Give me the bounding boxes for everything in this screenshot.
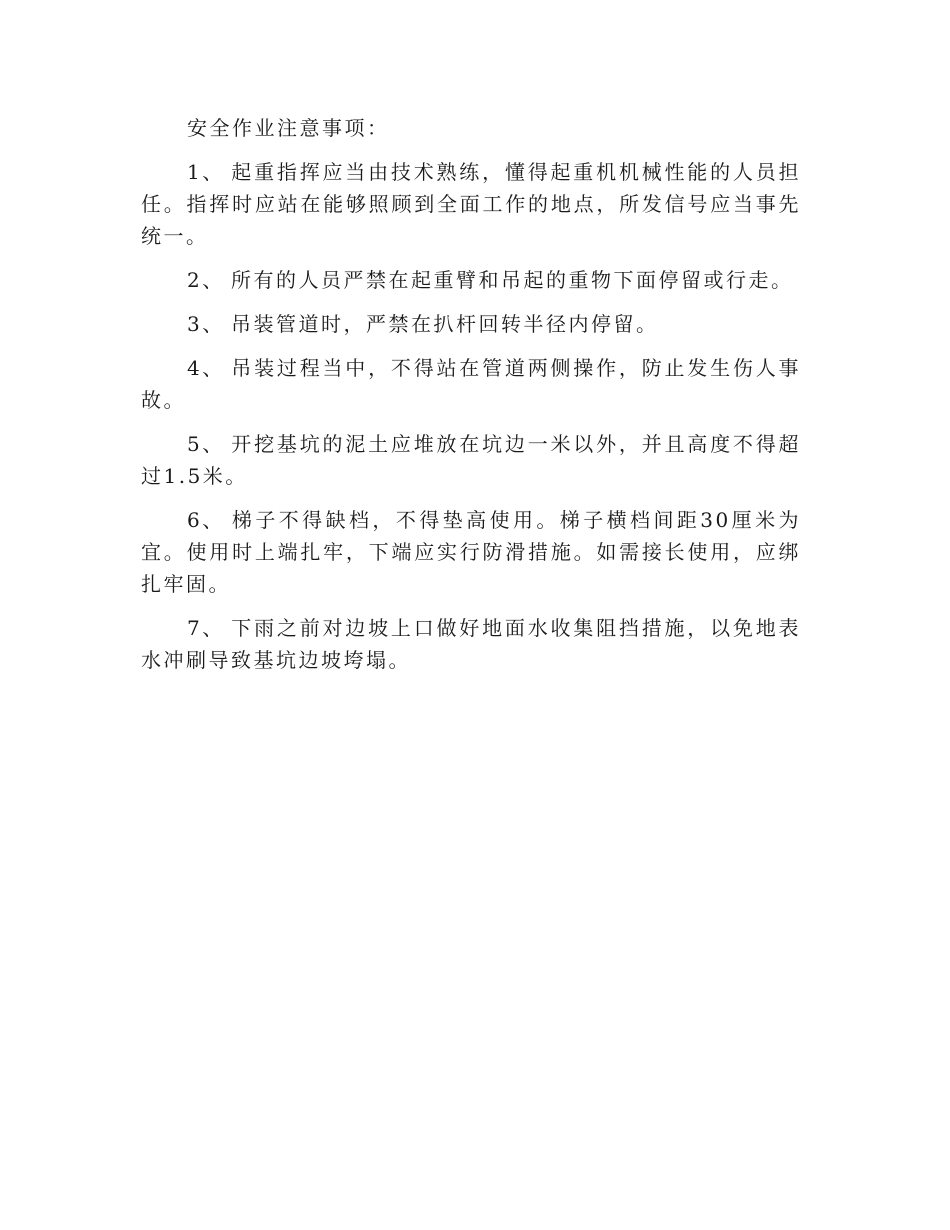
item-text: 吊装管道时，严禁在扒杆回转半径内停留。 — [231, 312, 659, 336]
item-text: 所有的人员严禁在起重臂和吊起的重物下面停留或行走。 — [231, 268, 794, 292]
item-number: 7、 — [187, 616, 225, 640]
item-text: 起重指挥应当由技术熟练，懂得起重机机械性能的人员担任。指挥时应站在能够照顾到全面工作的地点，所发信号应当事先统一。 — [141, 160, 801, 248]
item-number: 6、 — [187, 508, 225, 532]
list-item-1 — [141, 156, 801, 252]
item-number: 3、 — [187, 312, 225, 336]
section-heading: 安全作业注意事项： — [187, 116, 390, 140]
list-item-4 — [141, 352, 801, 416]
item-text: 下雨之前对边坡上口做好地面水收集阻挡措施，以免地表水冲刷导致基坑边坡垮塌。 — [141, 616, 801, 672]
list-item-2 — [141, 264, 801, 296]
document-body — [141, 112, 801, 688]
list-item-5 — [141, 428, 801, 492]
list-item-3 — [141, 308, 801, 340]
item-number: 4、 — [187, 356, 225, 380]
item-number: 5、 — [187, 432, 225, 456]
item-text: 开挖基坑的泥土应堆放在坑边一米以外，并且高度不得超过1.5米。 — [141, 432, 801, 488]
list-item-6 — [141, 504, 801, 600]
list-item-7 — [141, 612, 801, 676]
item-number: 1、 — [187, 160, 225, 184]
item-number: 2、 — [187, 268, 225, 292]
item-text: 吊装过程当中，不得站在管道两侧操作，防止发生伤人事故。 — [141, 356, 801, 412]
item-text: 梯子不得缺档，不得垫高使用。梯子横档间距30厘米为宜。使用时上端扎牢，下端应实行防滑措施。如需接长使用，应绑扎牢固。 — [141, 508, 801, 596]
